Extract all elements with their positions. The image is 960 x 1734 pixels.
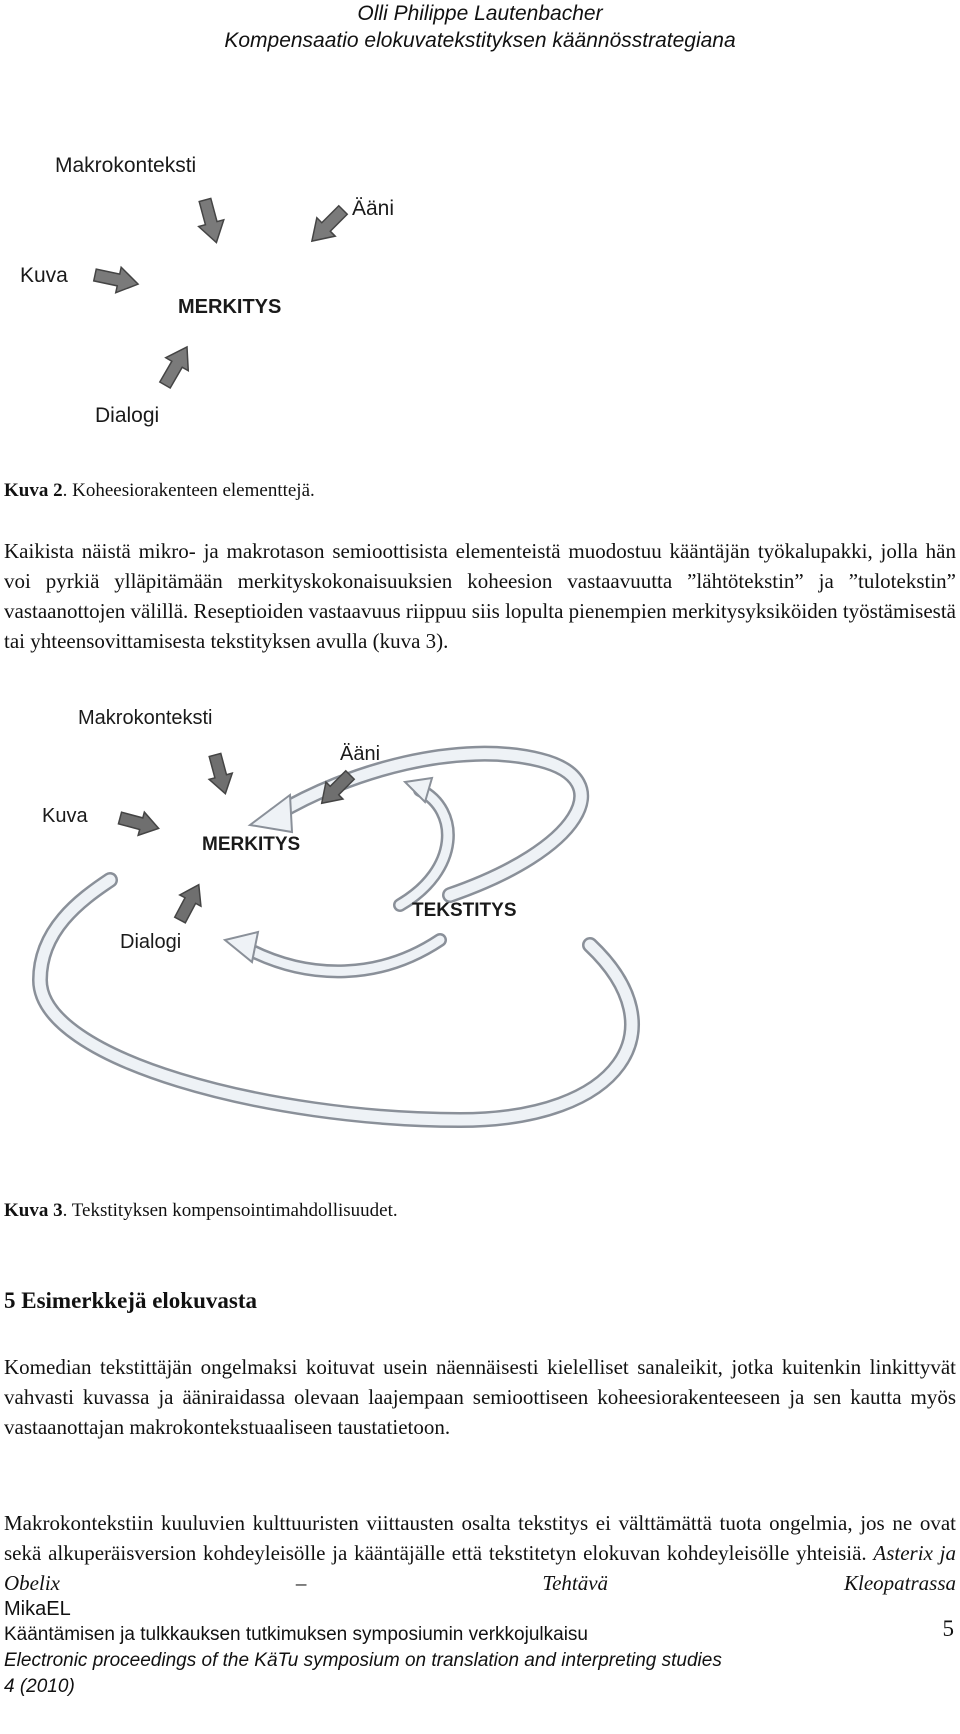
label-merkitys: MERKITYS [178,296,282,318]
footer-finnish-title: Kääntämisen ja tulkkauksen tutkimuksen symposiumin verkkojulkaisu [4,1624,588,1645]
label-tekstitys: TEKSTITYS [412,900,517,921]
arrow-icon [154,340,199,391]
figure2-caption-text: . Tekstityksen kompensointimahdollisuudet. [62,1200,398,1221]
label-kuva: Kuva [42,805,88,827]
figure-subtitle-compensation [20,700,720,1190]
arrowhead-outer [250,795,292,832]
page-number: 5 [942,1616,954,1641]
paragraph-1: Kaikista näistä mikro- ja makrotason semioottisista elementeistä muodostuu kääntäjän työkalupakki, jolla hän voi pyrkiä ylläpitämään merkityskokonaisuuksien koheesion vastaavuutta ”lähtötekstin” ja ”tulotekstin” vastaanottojen välillä. Reseptioiden vastaavuus riippuu siis lopulta pienempien merkitysyksiköiden työstämisestä tai yhteensovittamisesta tekstityksen avulla (kuva 3). [4,539,956,653]
footer-journal: MikaEL [4,1598,71,1620]
arrow-icon [303,201,352,250]
header-author: Olli Philippe Lautenbacher [357,2,603,25]
figure-cohesion-elements [0,100,450,480]
arrowhead-dialogi [225,932,258,962]
label-aani: Ääni [352,197,395,220]
footer-volume: 4 (2010) [4,1676,75,1697]
label-makrokonteksti: Makrokonteksti [55,154,197,177]
arrow-icon [203,752,237,797]
figure2-caption [4,1200,398,1222]
paragraph-2: Komedian tekstittäjän ongelmaksi koituvat usein näennäisesti kielelliset sanaleikit, jotka kuitenkin linkittyvät vahvasti kuvassa ja ääniraidassa olevaan laajempaan semioottiseen koheesiorakenteeseen ja sen kautta myös vastaanottajan makrokontekstuaaliseen taustatietoon. [4,1355,956,1439]
label-kuva: Kuva [20,264,68,287]
running-header [0,0,960,54]
loop-arrow-lower [40,880,632,1120]
label-dialogi: Dialogi [95,404,160,427]
label-dialogi: Dialogi [120,931,182,953]
arrow-icon [192,197,229,246]
paragraph-3-text: Makrokontekstiin kuuluvien kulttuuristen viittausten osalta tekstitys ei välttämättä tuota ongelmia, jos ne ovat sekä alkuperäisversion kohdeyleisölle ja kääntäjälle että tekstitetyn elokuvan kohdeyleisölle yhteisiä. [4,1511,956,1565]
label-makrokonteksti: Makrokonteksti [78,707,213,729]
figure1-caption-text: . Koheesiorakenteen elementtejä. [62,480,315,501]
footer [4,1596,722,1700]
label-aani: Ääni [340,743,381,765]
figure1-caption [4,480,315,502]
paragraph-3 [4,1508,956,1598]
footer-english-title: Electronic proceedings of the KäTu symposium on translation and interpreting studies [4,1650,722,1671]
arrow-icon [117,806,162,840]
figure1-caption-label: Kuva 2 [4,480,63,501]
arrow-icon [169,879,209,926]
paragraph-3-film-title: Asterix ja Obelix – Tehtävä Kleopatrassa [4,1541,956,1595]
header-title: Kompensaatio elokuvatekstityksen käännösstrategiana [224,29,736,52]
label-merkitys: MERKITYS [202,834,301,855]
arrow-icon [92,262,140,297]
figure2-caption-label: Kuva 3 [4,1200,63,1221]
section-heading: 5 Esimerkkejä elokuvasta [4,1288,257,1313]
